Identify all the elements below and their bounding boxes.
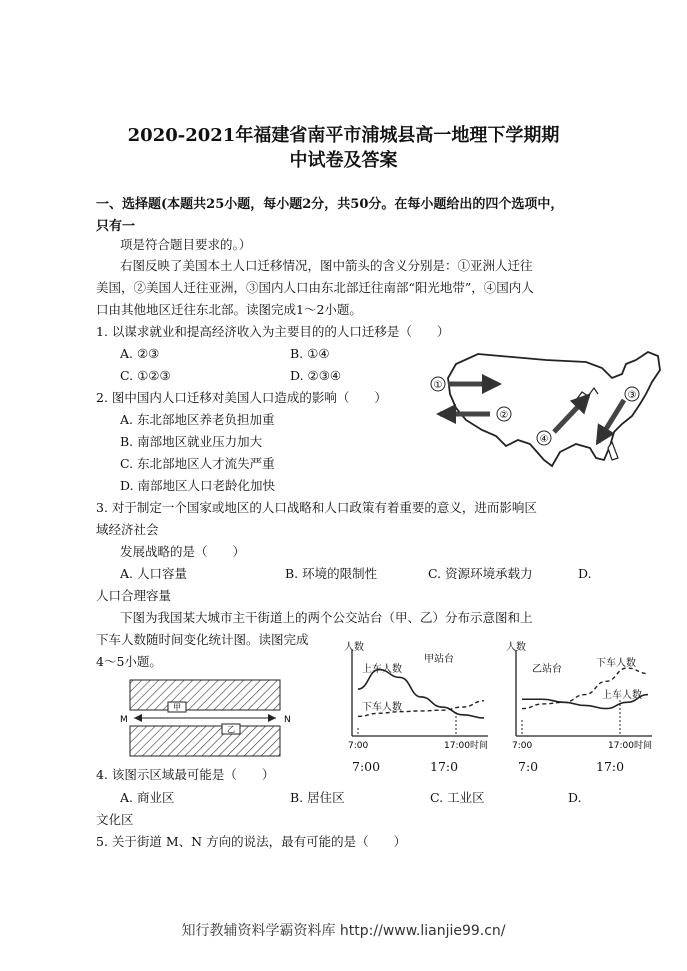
question-1-option-b: B. ①④ — [290, 346, 330, 361]
page-title-cont: 中试卷及答案 — [289, 150, 398, 171]
question-2-option-c: C. 东北部地区人才流失严重 — [120, 456, 275, 471]
question-3-stem-cont: 域经济社会 — [96, 522, 159, 537]
chart-b — [502, 640, 662, 760]
chart-a-series-0-label: 上车人数 — [362, 664, 402, 675]
map-label-4: ④ — [539, 434, 549, 445]
question-4-option-d: D. — [568, 790, 582, 805]
question-5-stem: 5. 关于街道 M、N 方向的说法，最有可能的是（ ） — [96, 834, 407, 849]
intro2-paragraph-line: 下车人数随时间变化统计图。读图完成 — [96, 632, 309, 647]
question-3-stem: 3. 对于制定一个国家或地区的人口战略和人口政策有着重要的意义，进而影响区 — [96, 500, 537, 515]
question-2-option-b: B. 南部地区就业压力加大 — [120, 434, 263, 449]
chart-a-series-1-label: 下车人数 — [362, 702, 402, 713]
chart-a-xlabel: 时间 — [470, 741, 489, 751]
stop-a-label: 甲 — [173, 703, 181, 712]
chart-b-series-1-label: 上车人数 — [602, 690, 642, 701]
section-heading-tail: 项是符合题目要求的。） — [120, 237, 252, 252]
chart-b-xtick-1: 17:00 — [608, 741, 634, 751]
chart-a-below-left: 7:00 — [352, 759, 381, 774]
question-3-option-d: D. — [578, 566, 592, 581]
question-1-option-c: C. ①②③ — [120, 368, 171, 383]
question-3-stem-tail: 发展战略的是（ ） — [120, 544, 246, 559]
chart-b-xlabel: 时间 — [634, 741, 653, 751]
usa-outline — [448, 352, 660, 466]
page-title: 2020-2021年福建省南平市浦城县高一地理下学期期 — [127, 125, 560, 146]
street-diagram — [118, 678, 298, 758]
question-1-stem: 1. 以谋求就业和提高经济收入为主要目的的人口迁移是（ ） — [96, 324, 450, 339]
street-end-n: N — [284, 715, 291, 725]
chart-a-ylabel: 人数 — [344, 642, 364, 653]
question-4-option-b: B. 居住区 — [290, 790, 345, 805]
usa-migration-map — [426, 348, 666, 472]
intro-paragraph: 右图反映了美国本土人口迁移情况，图中箭头的含义分别是：①亚洲人迁往 — [120, 258, 533, 273]
arrow-left-icon — [134, 714, 142, 722]
chart-a-xtick-1: 17:00 — [444, 741, 470, 751]
question-3-option-d-cont: 人口合理容量 — [96, 588, 172, 603]
question-1-option-a: A. ②③ — [120, 346, 160, 361]
map-label-1: ① — [433, 380, 443, 391]
question-4-option-c: C. 工业区 — [430, 790, 485, 805]
question-2-option-a: A. 东北部地区养老负担加重 — [120, 412, 275, 427]
map-label-2: ② — [499, 410, 509, 421]
intro-paragraph-line: 口由其他地区迁往东北部。读图完成1～2小题。 — [96, 302, 362, 317]
florida-outline — [608, 442, 618, 460]
question-4-option-a: A. 商业区 — [120, 790, 175, 805]
chart-b-xtick-0: 7:00 — [512, 741, 533, 751]
footer-watermark: 知行教辅资料学霸资料库 http://www.lianjie99.cn/ — [181, 923, 506, 939]
stop-b-label: 乙 — [227, 725, 235, 734]
question-4-stem: 4. 该图示区域最可能是（ ） — [96, 767, 275, 782]
intro2-paragraph: 下图为我国某大城市主干街道上的两个公交站台（甲、乙）分布示意图和上 — [120, 610, 533, 625]
question-4-option-d-cont: 文化区 — [96, 812, 134, 827]
chart-b-series-0-label: 下车人数 — [596, 658, 636, 669]
chart-a-xtick-0: 7:00 — [348, 741, 369, 751]
section-heading: 一、选择题(本题共25小题，每小题2分，共50分。在每小题给出的四个选项中， — [96, 197, 564, 212]
chart-b-below-right: 17:0 — [596, 759, 625, 774]
chart-b-below-left: 7:0 — [518, 759, 539, 774]
block-north — [130, 680, 280, 710]
question-2-option-d: D. 南部地区人口老龄化加快 — [120, 478, 276, 493]
street-end-m: M — [120, 715, 128, 725]
chart-b-ylabel: 人数 — [506, 642, 526, 653]
chart-a-title: 甲站台 — [424, 654, 454, 665]
question-3-option-a: A. 人口容量 — [120, 566, 187, 581]
arrow-right-icon — [268, 714, 276, 722]
intro2-paragraph-line: 4～5小题。 — [96, 654, 162, 669]
chart-a — [338, 640, 498, 760]
section-heading-cont: 只有一 — [96, 219, 136, 234]
intro-paragraph-line: 美国，②美国人迁往亚洲，③国内人口由东北部迁往南部“阳光地带”，④国内人 — [96, 280, 534, 295]
question-3-option-b: B. 环境的限制性 — [285, 566, 378, 581]
chart-a-below-right: 17:0 — [430, 759, 459, 774]
question-1-option-d: D. ②③④ — [290, 368, 342, 383]
chart-b-title: 乙站台 — [532, 664, 562, 675]
question-2-stem: 2. 图中国内人口迁移对美国人口造成的影响（ ） — [96, 390, 387, 405]
map-label-3: ③ — [627, 390, 637, 401]
block-south — [130, 726, 280, 756]
question-3-option-c: C. 资源环境承载力 — [428, 566, 533, 581]
